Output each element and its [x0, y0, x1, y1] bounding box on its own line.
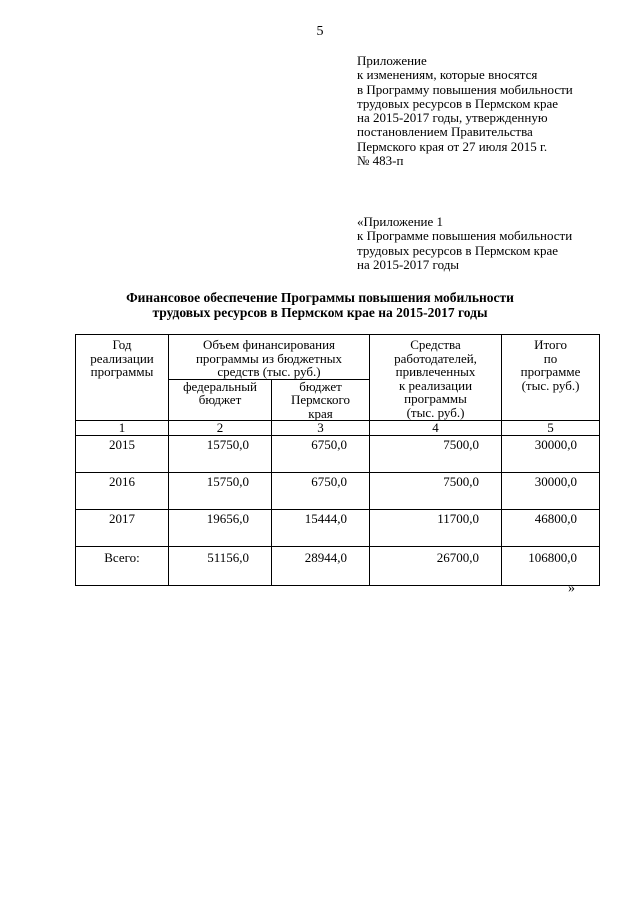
- header-federal: федеральный бюджет: [169, 379, 272, 421]
- cell-regional: 15444,0: [272, 510, 370, 547]
- appendix-line: к изменениям, которые вносятся: [357, 67, 538, 83]
- column-index: 4: [370, 421, 502, 436]
- column-index: 1: [76, 421, 169, 436]
- appendix-line: в Программу повышения мобильности: [357, 81, 573, 97]
- cell-employers: 7500,0: [370, 473, 502, 510]
- cell-federal: 15750,0: [169, 436, 272, 473]
- table-row: [76, 473, 600, 510]
- cell-year: 2015: [76, 436, 169, 473]
- column-index: 3: [272, 421, 370, 436]
- header-regional: бюджет Пермского края: [272, 379, 370, 421]
- appendix-ref-line: к Программе повышения мобильности: [357, 228, 573, 244]
- cell-total: 106800,0: [502, 547, 600, 586]
- appendix-ref-line: на 2015-2017 годы: [357, 256, 460, 272]
- appendix-line: Пермского края от 27 июля 2015 г.: [357, 138, 548, 154]
- cell-federal: 19656,0: [169, 510, 272, 547]
- cell-regional: 6750,0: [272, 436, 370, 473]
- appendix-note: [357, 54, 627, 168]
- title-line: Финансовое обеспечение Программы повышения мобильности: [126, 290, 514, 305]
- header-employers: Средства работодателей, привлеченных к реализации программы (тыс. руб.): [370, 335, 502, 421]
- cell-employers: 11700,0: [370, 510, 502, 547]
- header-budget-group: Объем финансирования программы из бюджетных средств (тыс. руб.): [169, 335, 370, 380]
- cell-regional: 28944,0: [272, 547, 370, 586]
- appendix-line: на 2015-2017 годы, утвержденную: [357, 110, 548, 126]
- cell-total: 30000,0: [502, 473, 600, 510]
- table-row: [76, 436, 600, 473]
- appendix-line: трудовых ресурсов в Пермском крае: [357, 95, 559, 111]
- cell-year: 2017: [76, 510, 169, 547]
- column-index-row: [76, 421, 600, 436]
- cell-federal: 51156,0: [169, 547, 272, 586]
- cell-year: 2016: [76, 473, 169, 510]
- appendix-line: Приложение: [357, 53, 427, 68]
- header-row: [76, 335, 600, 380]
- column-index: 2: [169, 421, 272, 436]
- cell-regional: 6750,0: [272, 473, 370, 510]
- cell-total: 46800,0: [502, 510, 600, 547]
- appendix-reference: [357, 215, 627, 272]
- header-year: Год реализации программы: [76, 335, 169, 421]
- table-total-row: [76, 547, 600, 586]
- cell-employers: 7500,0: [370, 436, 502, 473]
- cell-federal: 15750,0: [169, 473, 272, 510]
- document-title: [0, 291, 640, 320]
- cell-employers: 26700,0: [370, 547, 502, 586]
- column-index: 5: [502, 421, 600, 436]
- appendix-line: № 483-п: [357, 153, 404, 169]
- header-total: Итого по программе (тыс. руб.): [502, 335, 600, 421]
- page-number: 5: [316, 24, 324, 39]
- title-line: трудовых ресурсов в Пермском крае на 2015-2017 годы: [152, 304, 488, 320]
- appendix-ref-line: трудовых ресурсов в Пермском крае: [357, 242, 559, 258]
- appendix-line: постановлением Правительства: [357, 124, 533, 140]
- financing-table: [75, 334, 600, 586]
- cell-total-label: Всего:: [76, 547, 169, 586]
- cell-total: 30000,0: [502, 436, 600, 473]
- closing-quote: »: [568, 581, 575, 596]
- appendix-ref-line: «Приложение 1: [357, 214, 444, 229]
- table-row: [76, 510, 600, 547]
